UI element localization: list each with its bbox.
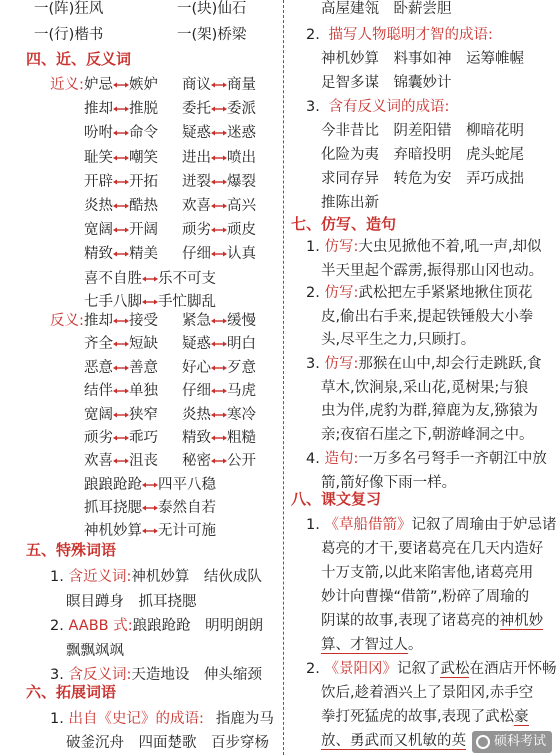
review-text: 十万支箭,以此来陷害他,诸葛亮用: [321, 565, 534, 581]
antonym-pair: [84, 333, 158, 355]
antonym-pair: [182, 333, 256, 355]
sentence-line: [321, 377, 528, 399]
word: 短缺: [129, 336, 158, 353]
word: 沮丧: [129, 453, 158, 470]
word: 疑惑: [182, 125, 211, 142]
list-item: [66, 591, 197, 613]
word: 结伴: [84, 383, 113, 400]
word: 认真: [227, 246, 256, 263]
idiom-line: 推陈出新: [321, 195, 379, 211]
synonym-pair: [182, 219, 256, 241]
sentence-text: 一万多名弓弩手一齐朝江中放: [358, 451, 547, 467]
item-text: 天造地设 伸头缩颈: [131, 667, 262, 683]
list-item: [306, 236, 542, 258]
review-text: [321, 610, 543, 632]
section-heading: 四、近、反义词: [26, 50, 132, 68]
list-item: [50, 708, 274, 730]
item-label: 含近义词:: [68, 569, 132, 585]
word: 迸裂: [182, 173, 211, 190]
idiom-line: 高屋建瓴 卧薪尝胆: [321, 1, 452, 17]
review-text: 记叙了周瑜由于妒忌诸: [411, 517, 557, 533]
synonym-label: 近义:: [50, 77, 84, 93]
text-title: 《草船借箭》: [324, 517, 412, 533]
antonym-pair: [84, 450, 158, 472]
synonym-pair: [84, 219, 158, 241]
double-arrow-icon: [113, 410, 129, 420]
word: 狭窄: [129, 406, 158, 423]
antonym-pair: [84, 404, 158, 426]
item-label: 出自《史记》的成语:: [68, 711, 204, 727]
double-arrow-icon: [113, 456, 129, 466]
double-arrow-icon: [113, 249, 129, 259]
word: 委托: [182, 101, 211, 118]
double-arrow-icon: [211, 456, 227, 466]
word: 寒冷: [227, 406, 256, 423]
double-arrow-icon: [142, 503, 158, 513]
item-number: 1.: [306, 517, 320, 533]
watermark-text: 硕科考试: [493, 734, 546, 749]
sentence-line: [321, 329, 475, 351]
synonym-pair: [182, 122, 256, 144]
antonym-pair: [84, 427, 158, 449]
item-label: 仿写:: [324, 356, 359, 372]
antonym-pair: [182, 310, 256, 332]
word: 吩咐: [84, 125, 113, 142]
word: 顽劣: [84, 430, 113, 446]
double-arrow-icon: [211, 410, 227, 420]
word: 推却: [84, 313, 113, 329]
word: 歹意: [227, 359, 256, 376]
word: 耻笑: [84, 149, 113, 166]
synonym-pair: [84, 98, 158, 120]
section-heading: 六、拓展词语: [26, 683, 117, 701]
word: 欢喜: [182, 198, 211, 214]
synonym-pair: [84, 243, 158, 265]
double-arrow-icon: [211, 316, 227, 326]
word: 神机妙算: [84, 523, 142, 540]
word: 酷热: [129, 198, 158, 214]
underlined-phrase: 算、才智过人: [321, 637, 408, 653]
item-number: 3.: [306, 356, 320, 372]
word: 好心: [182, 359, 211, 376]
word: 精致: [182, 430, 211, 446]
sentence-text: 箭,箭好像下雨一样。: [321, 474, 457, 491]
item-text: 踉踉跄跄 明明朗朗: [132, 618, 264, 634]
idiom-line: 足智多谋 锦囊妙计: [321, 75, 452, 91]
word: 高兴: [227, 198, 256, 214]
double-arrow-icon: [211, 225, 227, 235]
synonym-pair: [182, 171, 256, 193]
review-text: 妙计向曹操“借箭”,粉碎了周瑜的: [321, 589, 530, 605]
synonym-pair: [84, 171, 158, 193]
item-number: 4.: [306, 451, 320, 467]
word: 马虎: [227, 383, 256, 400]
word: 四平八稳: [158, 477, 216, 493]
watermark: [472, 731, 552, 753]
double-arrow-icon: [211, 177, 227, 187]
list-item: [306, 24, 493, 46]
word: 精致: [84, 246, 113, 263]
measure-word: 一(行)楷书: [34, 27, 104, 43]
synonym-pair: [182, 74, 256, 96]
word: 开拓: [129, 173, 158, 190]
underlined-phrase: 豪: [514, 709, 529, 725]
sentence-text: 亲;夜宿石崖之下,朝游峰洞之中。: [321, 426, 534, 443]
list-item: [306, 448, 547, 470]
review-text: [321, 634, 423, 656]
item-label: 描写人物聪明才智的成语:: [328, 27, 493, 43]
double-arrow-icon: [113, 201, 129, 211]
item-number: 3.: [306, 99, 320, 115]
idiom-line: 化险为夷 弃暗投明 虎头蛇尾: [321, 147, 524, 163]
word: 仔细: [182, 246, 211, 263]
word: 商议: [182, 77, 211, 93]
word: 秘密: [182, 453, 211, 470]
review-text: [321, 706, 529, 728]
measure-word: 一(架)桥梁: [177, 27, 247, 43]
word: 单独: [129, 383, 158, 400]
list-item: [50, 566, 262, 588]
double-arrow-icon: [211, 104, 227, 114]
word: 开辟: [84, 173, 113, 190]
double-arrow-icon: [142, 526, 158, 536]
item-number: 1.: [50, 711, 64, 727]
word: 泰然自若: [158, 500, 216, 517]
synonym-pair: [84, 147, 158, 169]
word: 推却: [84, 101, 113, 118]
measure-word: 一(阵)狂风: [34, 1, 104, 17]
section-heading: 八、课文复习: [291, 490, 382, 508]
word: 恶意: [84, 359, 113, 376]
word: 宽阔: [84, 222, 113, 239]
sentence-line: [321, 306, 533, 328]
idiom-line: 求同存异 转危为安 弄巧成拙: [321, 171, 524, 187]
item-number: 2.: [306, 661, 320, 677]
double-arrow-icon: [142, 297, 158, 307]
antonym-pair: [84, 474, 216, 496]
sentence-line: [321, 260, 543, 282]
double-arrow-icon: [113, 225, 129, 235]
word: 紧急: [182, 313, 211, 329]
measure-word-row: [34, 0, 247, 20]
word: 疑惑: [182, 336, 211, 353]
word: 欢喜: [84, 453, 113, 470]
word: 粗糙: [227, 430, 256, 446]
double-arrow-icon: [211, 153, 227, 163]
double-arrow-icon: [113, 104, 129, 114]
item-label: AABB 式:: [68, 618, 133, 634]
synonym-pair: [84, 195, 158, 217]
word: 接受: [129, 313, 158, 329]
word: 爆裂: [227, 173, 256, 190]
item-number: 1.: [50, 569, 64, 585]
word: 委派: [227, 101, 256, 118]
antonym-pair: [84, 380, 158, 402]
item-number: 2.: [306, 285, 320, 301]
review-text: 饮后,趁着酒兴上了景阳冈,赤手空: [321, 685, 534, 701]
synonym-pair: [84, 122, 158, 144]
item-number: 2.: [306, 27, 320, 43]
word: 顽劣: [182, 222, 211, 239]
underlined-name: 武松: [440, 661, 470, 677]
double-arrow-icon: [113, 316, 129, 326]
item-text: 飘飘飒飒: [66, 642, 124, 659]
review-item: [306, 658, 556, 680]
word: 踉踉跄跄: [84, 477, 142, 493]
review-text-part: 在酒店开怀畅: [469, 661, 557, 677]
column-divider: [283, 0, 284, 755]
word: 宽阔: [84, 406, 113, 423]
word: 炎热: [182, 406, 211, 423]
double-arrow-icon: [113, 80, 129, 90]
section-heading: 五、特殊词语: [26, 541, 117, 559]
word: 仔细: [182, 383, 211, 400]
double-arrow-icon: [211, 249, 227, 259]
review-text-part: 记叙了: [396, 661, 441, 677]
list-item: [50, 615, 263, 637]
item-label: 造句:: [324, 451, 359, 467]
sentence-text: 头,尽平生之力,只顾打。: [321, 332, 476, 348]
review-item: [306, 514, 556, 536]
list-item: [306, 96, 449, 118]
double-arrow-icon: [211, 363, 227, 373]
idiom-line: 今非昔比 阴差阳错 柳暗花明: [321, 123, 524, 139]
word: 顽皮: [227, 222, 256, 239]
double-arrow-icon: [211, 201, 227, 211]
word: 命令: [129, 125, 158, 142]
double-arrow-icon: [113, 339, 129, 349]
word: 推脱: [129, 101, 158, 118]
sentence-line: [321, 424, 534, 446]
measure-word-row: [34, 24, 247, 46]
antonym-pair: [84, 497, 216, 519]
sentence-text: 那猴在山中,却会行走跳跃,食: [358, 356, 542, 372]
text-title: 《景阳冈》: [324, 661, 397, 677]
review-text: 葛亮的才干,要诸葛亮在几天内造好: [321, 541, 544, 557]
word: 进出: [182, 149, 211, 166]
sentence-text: 半天里起个霹雳,振得那山冈也动。: [321, 262, 544, 279]
double-arrow-icon: [211, 386, 227, 396]
section-heading: 七、仿写、造句: [291, 215, 397, 233]
item-number: 1.: [306, 239, 320, 255]
synonym-pair: [182, 243, 256, 265]
antonym-pair: [182, 380, 256, 402]
item-text: 瞑目蹲身 抓耳挠腮: [66, 593, 197, 610]
double-arrow-icon: [113, 153, 129, 163]
double-arrow-icon: [113, 177, 129, 187]
word: 妒忌: [84, 77, 113, 93]
synonym-pair: [84, 268, 216, 290]
item-number: 2.: [50, 618, 64, 634]
list-item: [306, 353, 542, 375]
antonym-pair: [182, 404, 256, 426]
word: 缓慢: [227, 313, 256, 329]
review-text-part: 拳打死猛虎的故事,表现了武松: [321, 709, 515, 725]
synonym-pair: [84, 74, 158, 96]
item-text: 指鹿为马: [215, 711, 274, 727]
antonym-pair: [182, 427, 256, 449]
word: 喜不自胜: [84, 271, 142, 287]
sentence-line: [321, 400, 538, 422]
double-arrow-icon: [211, 80, 227, 90]
word: 手忙脚乱: [158, 294, 216, 310]
word: 抓耳挠腮: [84, 500, 142, 517]
idiom-line: 神机妙算 料事如神 运筹帷幄: [321, 51, 524, 67]
word: 乖巧: [129, 430, 158, 446]
double-arrow-icon: [211, 433, 227, 443]
word: 精美: [129, 246, 158, 263]
underlined-phrase: 放、勇武而又机敏的英: [321, 733, 466, 749]
antonym-pair: [182, 450, 256, 472]
double-arrow-icon: [113, 128, 129, 138]
underlined-phrase: 神机妙: [499, 613, 544, 629]
double-arrow-icon: [113, 363, 129, 373]
sentence-text: 大虫见掀他不着,吼一声,却似: [358, 239, 542, 255]
antonym-pair: [84, 357, 158, 379]
item-text: 神机妙算 结伙成队: [131, 569, 262, 585]
synonym-pair: [182, 195, 256, 217]
word: 善意: [129, 359, 158, 376]
antonym-label: 反义:: [50, 313, 84, 329]
item-text: 破釜沉舟 四面楚歌 百步穿杨: [66, 735, 269, 751]
review-text-part: 。: [408, 637, 423, 653]
list-item: [66, 640, 124, 662]
item-label: 含反义词:: [68, 667, 132, 683]
double-arrow-icon: [113, 433, 129, 443]
item-label: 仿写:: [324, 285, 359, 301]
word: 乐不可支: [158, 271, 216, 287]
list-item: [66, 732, 269, 754]
word: 七手八脚: [84, 294, 142, 310]
word: 迷惑: [227, 125, 256, 142]
sentence-text: 武松把左手紧紧地揪住顶花: [358, 285, 533, 301]
double-arrow-icon: [211, 128, 227, 138]
antonym-pair: [84, 310, 158, 332]
word: 喷出: [227, 149, 256, 166]
double-arrow-icon: [113, 386, 129, 396]
item-number: 3.: [50, 667, 64, 683]
review-text: [321, 730, 466, 752]
synonym-pair: [182, 98, 256, 120]
word: 明白: [227, 336, 256, 353]
double-arrow-icon: [142, 274, 158, 284]
measure-word: 一(块)仙石: [177, 1, 247, 17]
review-text-part: 阴谋的故事,表现了诸葛亮的: [321, 613, 500, 629]
item-label: 含有反义词的成语:: [328, 99, 450, 115]
word: 齐全: [84, 336, 113, 353]
word: 商量: [227, 77, 256, 93]
word: 无计可施: [158, 523, 216, 540]
word: 公开: [227, 453, 256, 470]
word: 开阔: [129, 222, 158, 239]
sentence-text: 皮,偷出右手来,提起铁锤般大小拳: [321, 308, 534, 325]
double-arrow-icon: [142, 480, 158, 490]
antonym-pair: [182, 357, 256, 379]
watermark-logo-icon: [476, 735, 490, 749]
synonym-pair: [182, 147, 256, 169]
word: 嫉妒: [129, 77, 158, 93]
sentence-text: 虫为伴,虎豹为群,獐鹿为友,猕猿为: [321, 403, 538, 419]
item-label: 仿写:: [324, 239, 359, 255]
double-arrow-icon: [211, 339, 227, 349]
word: 嘲笑: [129, 149, 158, 166]
list-item: [306, 282, 532, 304]
sentence-text: 草木,饮涧泉,采山花,觅树果;与狼: [321, 379, 529, 396]
word: 炎热: [84, 198, 113, 214]
